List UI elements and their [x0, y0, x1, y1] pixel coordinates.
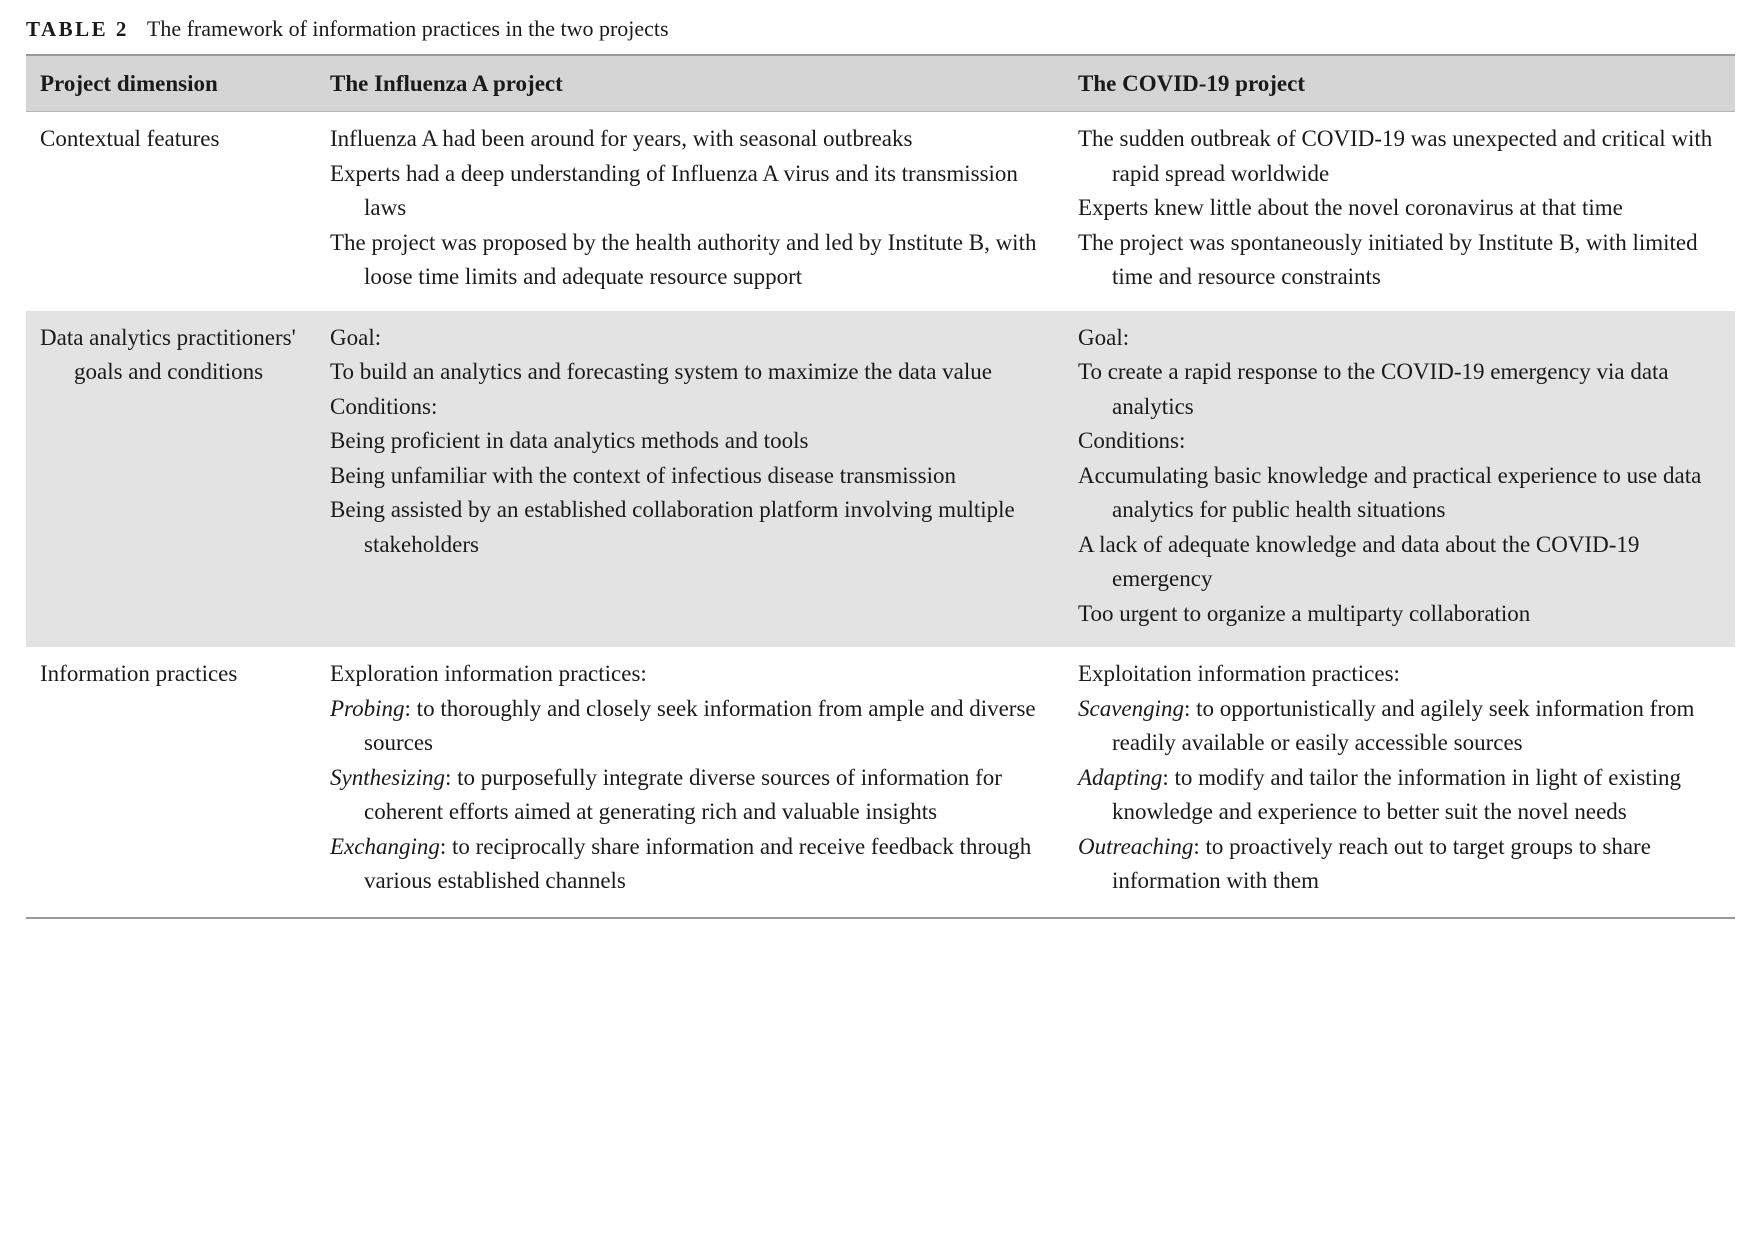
table-title: The framework of information practices in the two projects — [146, 16, 669, 41]
practice-text: : to purposefully integrate diverse sources of information for coherent efforts aimed at generating rich and valuable insights — [364, 764, 1002, 825]
table-row — [26, 647, 1735, 918]
dimension-label: Information practices — [40, 661, 238, 687]
cell-covid-goals — [1064, 311, 1735, 648]
list-item: Experts knew little about the novel coronavirus at that time — [1078, 195, 1623, 221]
dimension-label: Data analytics practitioners' goals and conditions — [40, 324, 296, 385]
list-item: A lack of adequate knowledge and data about the COVID-19 emergency — [1078, 531, 1640, 592]
practice-term: Scavenging — [1078, 695, 1185, 721]
table-header-row — [26, 55, 1735, 111]
cell-influenza-practices — [316, 647, 1064, 918]
list-item: Too urgent to organize a multiparty collaboration — [1078, 600, 1531, 626]
cell-covid-practices — [1064, 647, 1735, 918]
table-row — [26, 311, 1735, 648]
list-item — [330, 692, 1050, 761]
dimension-label: Contextual features — [40, 126, 220, 152]
list-item: Experts had a deep understanding of Influenza A virus and its transmission laws — [330, 160, 1018, 221]
bottom-spacer — [0, 919, 1763, 933]
list-item — [330, 830, 1050, 899]
table-row — [26, 112, 1735, 311]
practice-text: : to modify and tailor the information in light of existing knowledge and experience to better suit the novel needs — [1112, 764, 1682, 825]
list-item: Being unfamiliar with the context of infectious disease transmission — [330, 462, 956, 488]
row-dimension-goals-conditions — [26, 311, 316, 648]
list-item: Goal: — [1078, 324, 1130, 350]
header-covid-project: The COVID-19 project — [1064, 55, 1735, 111]
cell-covid-contextual — [1064, 112, 1735, 311]
practice-term: Outreaching — [1078, 833, 1194, 859]
list-item: Influenza A had been around for years, with seasonal outbreaks — [330, 126, 913, 152]
practice-term: Synthesizing — [330, 764, 445, 790]
practice-text: : to thoroughly and closely seek information from ample and diverse sources — [364, 695, 1036, 756]
list-item: Goal: — [330, 324, 382, 350]
cell-influenza-goals — [316, 311, 1064, 648]
cell-influenza-contextual — [316, 112, 1064, 311]
row-dimension-information-practices — [26, 647, 316, 918]
list-item — [1078, 830, 1721, 899]
list-item: Conditions: — [330, 393, 438, 419]
practices-heading: Exploration information practices: — [330, 661, 647, 687]
practice-term: Probing — [330, 695, 405, 721]
practices-heading: Exploitation information practices: — [1078, 661, 1400, 687]
list-item: Being proficient in data analytics methods and tools — [330, 428, 809, 454]
practice-text: : to proactively reach out to target groups to share information with them — [1112, 833, 1651, 894]
header-influenza-project: The Influenza A project — [316, 55, 1064, 111]
framework-table — [26, 54, 1735, 918]
table-caption — [0, 0, 1763, 54]
list-item: The sudden outbreak of COVID-19 was unexpected and critical with rapid spread worldwide — [1078, 126, 1713, 186]
list-item: The project was proposed by the health authority and led by Institute B, with loose time limits and adequate resource support — [330, 229, 1037, 290]
list-item — [1078, 692, 1721, 761]
practice-term: Exchanging — [330, 833, 440, 859]
list-item — [1078, 761, 1721, 830]
list-item: To create a rapid response to the COVID-19 emergency via data analytics — [1078, 359, 1669, 419]
list-item: The project was spontaneously initiated by Institute B, with limited time and resource constraints — [1078, 229, 1698, 290]
list-item: Being assisted by an established collaboration platform involving multiple stakeholders — [330, 497, 1015, 557]
list-item: Conditions: — [1078, 428, 1186, 454]
list-item: Accumulating basic knowledge and practical experience to use data analytics for public health situations — [1078, 462, 1702, 523]
header-project-dimension: Project dimension — [26, 55, 316, 111]
practice-text: : to opportunistically and agilely seek information from readily available or easily accessible sources — [1112, 695, 1695, 756]
list-item — [330, 761, 1050, 830]
practice-text: : to reciprocally share information and receive feedback through various established channels — [364, 833, 1032, 894]
table-label: TABLE 2 — [26, 17, 129, 41]
list-item: To build an analytics and forecasting system to maximize the data value — [330, 359, 992, 385]
row-dimension-contextual-features — [26, 112, 316, 311]
practice-term: Adapting — [1078, 764, 1163, 790]
